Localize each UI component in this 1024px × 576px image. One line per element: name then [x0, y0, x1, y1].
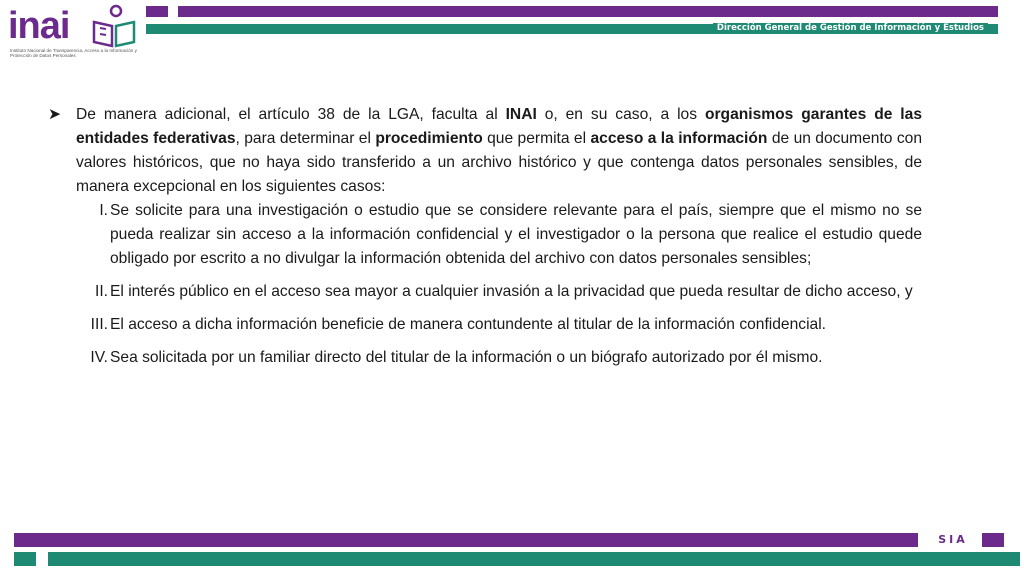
- list-item-number: III.: [90, 316, 108, 333]
- logo-wordmark: inai: [8, 5, 70, 47]
- intro-text-1: De manera adicional, el artículo 38 de la LGA, faculta al: [76, 106, 506, 123]
- list-item-number: IV.: [90, 349, 108, 366]
- arrow-bullet-icon: ➤: [48, 106, 62, 123]
- inai-logo: [8, 4, 138, 66]
- list-item-text: Sea solicitada por un familiar directo del titular de la información o un biógrafo autorizado por él mismo.: [110, 349, 823, 366]
- department-label: Dirección General de Gestión de Información y Estudios: [713, 23, 988, 34]
- list-item: [48, 280, 922, 304]
- main-content: [48, 103, 922, 370]
- intro-bold-2: organismos garantes de las entidades federativas: [76, 106, 922, 147]
- list-item-text: Se solicite para una investigación o estudio que se considere relevante para el país, siempre que el mismo no se pueda realizar sin acceso a la información confidencial y el investigador o la persona que realice el estudio quede obligado por escrito a no divulgar la información obtenida del archivo con datos personales sensibles;: [110, 202, 922, 267]
- list-item-number: II.: [95, 283, 108, 300]
- intro-bold-3: procedimiento: [375, 130, 483, 147]
- list-item-text: El acceso a dicha información beneficie de manera contundente al titular de la información confidencial.: [110, 316, 827, 333]
- footer-purple-bar: [14, 533, 918, 547]
- logo-figure-icon: [90, 4, 138, 48]
- header-purple-bar: [178, 6, 998, 17]
- list-item-number: I.: [99, 202, 108, 219]
- list-item: [48, 346, 922, 370]
- footer-green-square: [14, 552, 36, 566]
- intro-bold-4: acceso a la información: [590, 130, 768, 147]
- list-item-text: El interés público en el acceso sea mayor a cualquier invasión a la privacidad que pueda resultar de dicho acceso, y: [110, 283, 913, 300]
- intro-paragraph: [48, 103, 922, 199]
- list-item: [48, 313, 922, 337]
- footer-sia-label: SIA: [938, 533, 968, 546]
- intro-text-4: que permita el: [482, 130, 591, 147]
- intro-text-3: , para determinar el: [235, 130, 376, 147]
- intro-bold-1: INAI: [505, 106, 537, 123]
- intro-text-5: de un documento con valores históricos, que no haya sido transferido a un archivo histórico y que contenga datos personales sensibles, de manera excepcional en los siguientes casos:: [76, 130, 922, 195]
- list-item: [48, 199, 922, 271]
- footer-purple-square: [982, 533, 1004, 547]
- logo-caption: Instituto Nacional de Transparencia, Acceso a la Información y Protección de Datos Personales: [10, 48, 137, 59]
- footer-green-bar: [48, 552, 1020, 566]
- intro-text-2: o, en su caso, a los: [536, 106, 705, 123]
- header-purple-square: [146, 6, 168, 17]
